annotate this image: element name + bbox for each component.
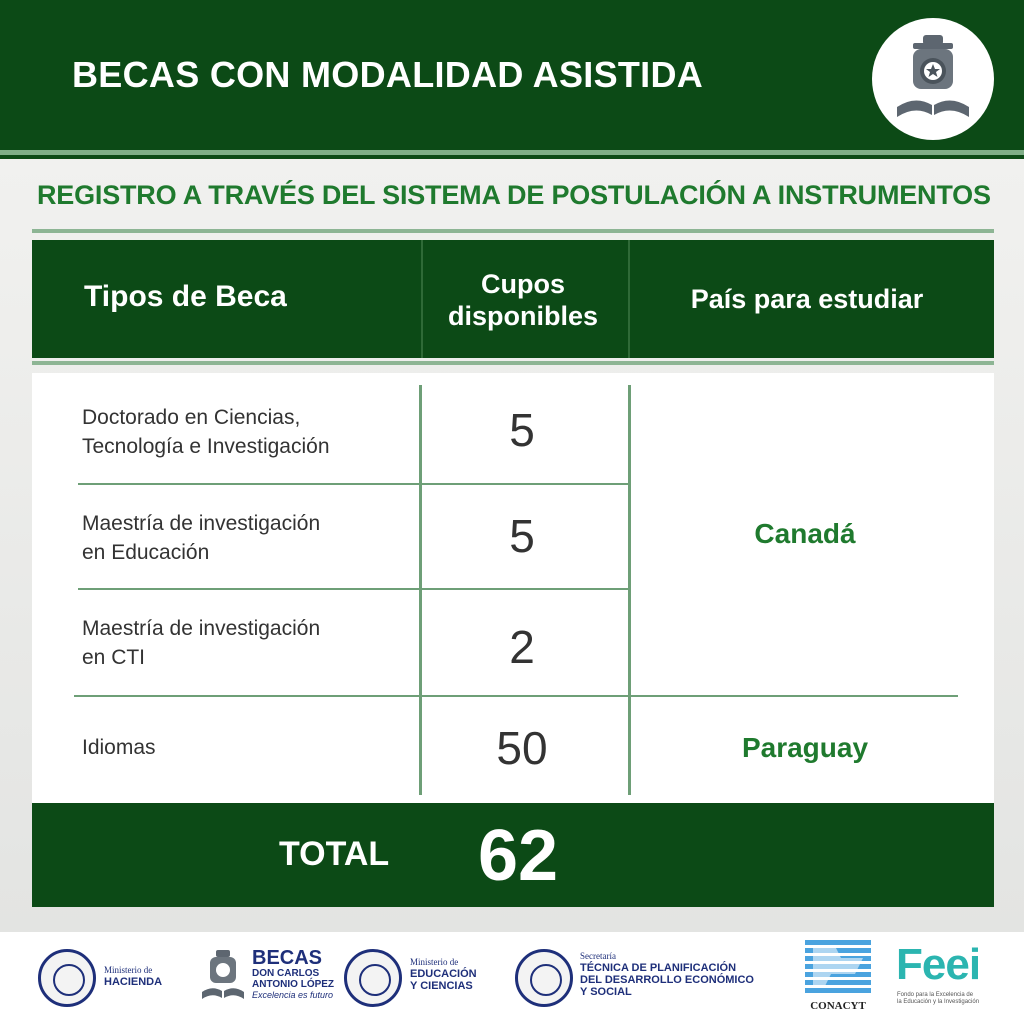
header-pais: País para estudiar: [690, 284, 924, 314]
feei-sub2: la Educación y la Investigación: [897, 999, 980, 1005]
table-row-cupos: 5: [509, 404, 535, 456]
table-body: [32, 373, 994, 803]
type-line: Maestría de investigación: [82, 512, 321, 535]
logo-becas: [252, 948, 334, 1001]
hacienda-small: Ministerio de: [104, 965, 153, 975]
feei-subtitle: [897, 992, 979, 1006]
table-row-type: [82, 733, 156, 762]
header-tipos-de-beca: Tipos de Beca: [84, 280, 287, 313]
feei-logo: Feei: [896, 940, 981, 989]
becas-logo-badge: [872, 18, 994, 140]
becas-sub2: ANTONIO LÓPEZ: [252, 979, 335, 990]
conacyt-label: CONACYT: [810, 1000, 866, 1012]
paraguay-seal-icon: [515, 949, 573, 1007]
page-title: BECAS CON MODALIDAD ASISTIDA: [72, 54, 704, 95]
table-header-rule: [32, 361, 994, 365]
country-canada: Canadá: [754, 518, 856, 549]
becas-label: BECAS: [252, 947, 323, 969]
row-divider: [78, 588, 630, 590]
row-divider: [78, 483, 630, 485]
footer-logos: [0, 932, 1024, 1024]
total-value: 62: [478, 816, 559, 896]
mec-line1: EDUCACIÓN: [410, 968, 477, 980]
table-row-type: [82, 403, 330, 461]
section-subtitle: REGISTRO A TRAVÉS DEL SISTEMA DE POSTULACIÓN A INSTRUMENTOS: [37, 180, 991, 210]
table-row-cupos: 50: [496, 722, 548, 774]
feei-sub1: Fondo para la Excelencia de: [897, 992, 974, 998]
paraguay-seal-icon: [344, 949, 402, 1007]
mec-line2: Y CIENCIAS: [410, 980, 473, 992]
table-row-type: [82, 614, 320, 672]
stp-line2: DEL DESARROLLO ECONÓMICO: [580, 974, 754, 986]
becas-sub1: DON CARLOS: [252, 968, 320, 979]
becas-tagline: Excelencia es futuro: [252, 990, 334, 1000]
header-divider: [628, 240, 630, 358]
row-divider: [74, 695, 958, 697]
stp-line1: TÉCNICA DE PLANIFICACIÓN: [580, 962, 737, 974]
header-divider: [421, 240, 423, 358]
logo-mec: [410, 956, 477, 992]
type-line: Idiomas: [82, 736, 156, 759]
type-line: Tecnología e Investigación: [82, 435, 330, 458]
hacienda-label: HACIENDA: [104, 976, 163, 988]
country-paraguay: Paraguay: [741, 732, 869, 763]
table-row-type: [82, 509, 320, 567]
header-cupos-line1: Cupos: [481, 269, 565, 299]
paraguay-seal-icon: [38, 949, 96, 1007]
type-line: Maestría de investigación: [82, 617, 321, 640]
logo-stp: [580, 950, 754, 998]
stp-line3: Y SOCIAL: [580, 986, 632, 998]
table-row-cupos: 2: [509, 621, 535, 673]
header-cupos-line2: disponibles: [447, 301, 599, 331]
conacyt-logo-icon: [805, 940, 871, 998]
logo-hacienda: [104, 964, 162, 988]
becas-locomotive-icon: [200, 948, 246, 1004]
table-header: [32, 240, 994, 358]
type-line: Doctorado en Ciencias,: [82, 406, 301, 429]
table-row-cupos: 5: [509, 510, 535, 562]
type-line: en Educación: [82, 541, 210, 564]
stp-small: Secretaría: [580, 951, 616, 961]
total-label: TOTAL: [279, 835, 390, 873]
header-banner: [0, 0, 1024, 150]
table-top-rule: [32, 229, 994, 233]
header-cupos: [427, 268, 619, 332]
mec-small: Ministerio de: [410, 957, 459, 967]
locomotive-book-icon: [893, 33, 973, 125]
total-bar: [32, 803, 994, 907]
type-line: en CTI: [82, 646, 146, 669]
